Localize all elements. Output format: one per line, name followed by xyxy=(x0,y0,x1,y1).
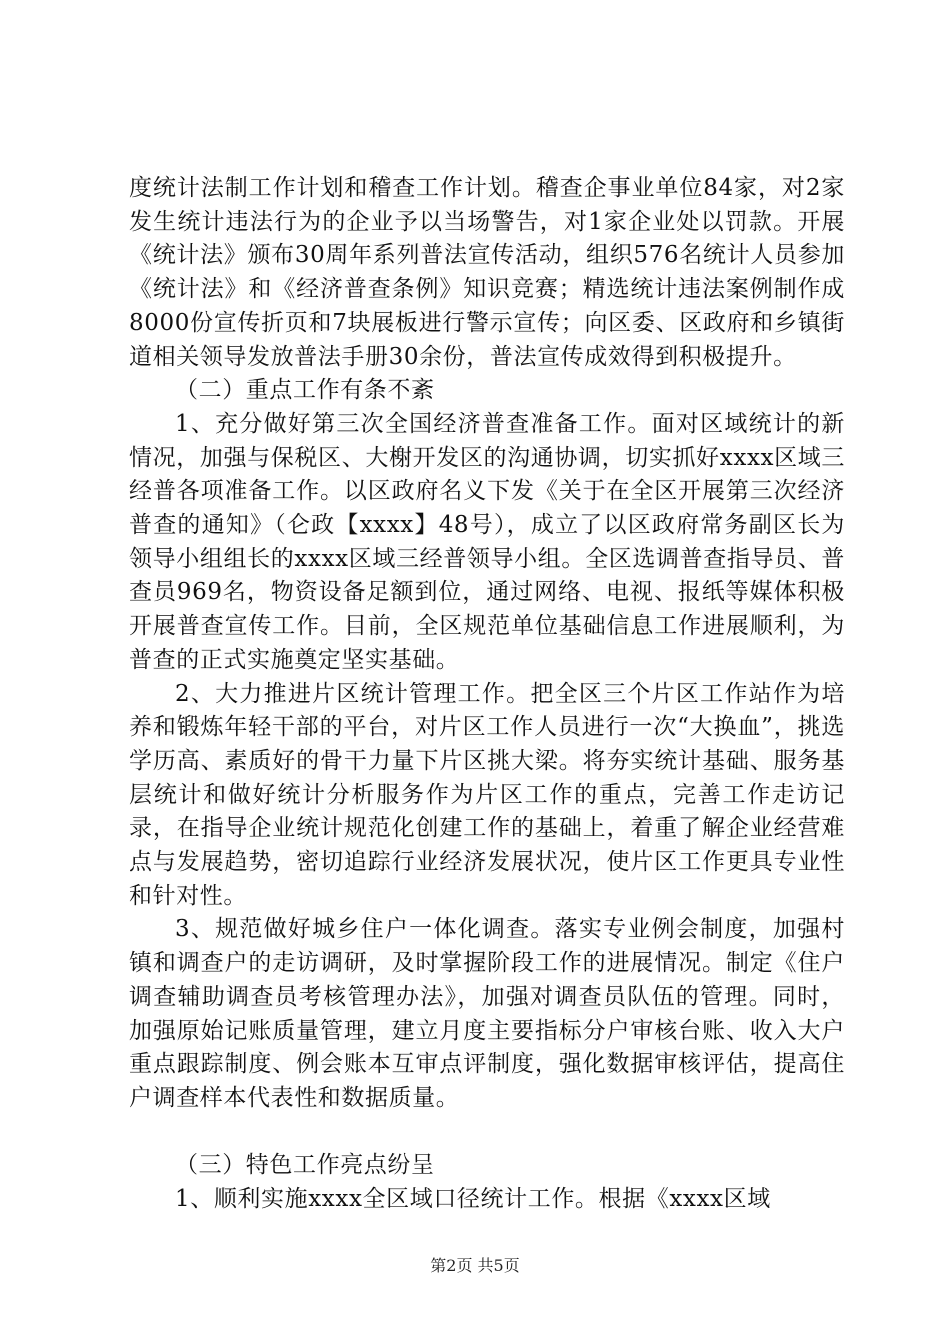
paragraph-spacer xyxy=(129,1116,845,1150)
section-heading-key-work: （二）重点工作有条不紊 xyxy=(175,377,435,404)
paragraph-economic-census: 1、充分做好第三次全国经济普查准备工作。面对区域统计的新情况，加强与保税区、大榭开发区的沟通协调，切实抓好xxxx区域三经普各项准备工作。以区政府名义下发《关于在全区开展第三次经济普查的通知》（仑政【xxxx】48号），成立了以区政府常务副区长为领导小组组长的xxxx区域三经普领导小组。全区选调普查指导员、普查员969名，物资设备足额到位，通过网络、电视、报纸等媒体积极开展普查宣传工作。目前，全区规范单位基础信息工作进展顺利，为普查的正式实施奠定坚实基础。 xyxy=(129,410,845,673)
section-heading-featured-work: （三）特色工作亮点纷呈 xyxy=(175,1152,435,1179)
paragraph-legal-publicity: 度统计法制工作计划和稽查工作计划。稽查企事业单位84家，对2家发生统计违法行为的企业予以当场警告，对1家企业处以罚款。开展《统计法》颁布30周年系列普法宣传活动，组织576名统计人员参加《统计法》和《经济普查条例》知识竞赛；精选统计违法案例制作成8000份宣传折页和7块展板进行警示宣传；向区委、区政府和乡镇街道相关领导发放普法手册30余份，普法宣传成效得到积极提升。 xyxy=(129,175,845,370)
paragraph-district-statistics: 2、大力推进片区统计管理工作。把全区三个片区工作站作为培养和锻炼年轻干部的平台，对片区工作人员进行一次“大换血”，挑选学历高、素质好的骨干力量下片区挑大梁。将夯实统计基础、服务基层统计和做好统计分析服务作为片区工作的重点，完善工作走访记录，在指导企业统计规范化创建工作的基础上，着重了解企业经营难点与发展趋势，密切追踪行业经济发展状况，使片区工作更具专业性和针对性。 xyxy=(129,680,845,909)
page-number-footer: 第2页 共5页 xyxy=(430,1256,520,1275)
paragraph-regional-statistics: 1、顺利实施xxxx全区域口径统计工作。根据《xxxx区域 xyxy=(175,1186,771,1213)
paragraph-household-survey: 3、规范做好城乡住户一体化调查。落实专业例会制度，加强村镇和调查户的走访调研，及时掌握阶段工作的进展情况。制定《住户调查辅助调查员考核管理办法》，加强对调查员队伍的管理。同时，加强原始记账质量管理，建立月度主要指标分户审核台账、收入大户重点跟踪制度、例会账本互审点评制度，强化数据审核评估，提高住户调查样本代表性和数据质量。 xyxy=(129,916,845,1111)
document-body xyxy=(129,172,845,1217)
